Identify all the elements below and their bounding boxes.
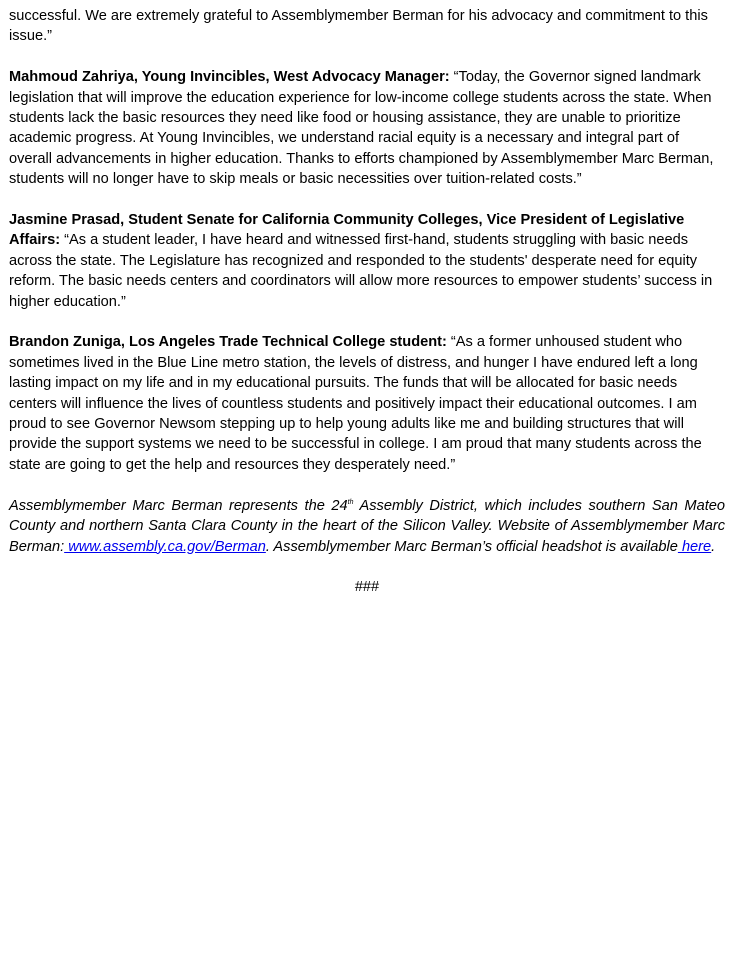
ordinal-superscript: th xyxy=(347,498,354,506)
bio-text: . Assemblymember Marc Berman’s official headshot is available xyxy=(265,538,678,555)
quote-paragraph xyxy=(9,332,725,475)
quote-speaker: Brandon Zuniga, Los Angeles Trade Technical College student: xyxy=(9,334,447,351)
quote-paragraph xyxy=(9,67,725,189)
intro-tail-paragraph: successful. We are extremely grateful to Assemblymember Berman for his advocacy and commitment to this issue.” xyxy=(9,8,708,45)
bio-text: . xyxy=(711,538,716,555)
bio-text: Assembly District, which includes southern San Mateo County and northern Santa Clara County in the heart of the Silicon Valley. Website of Assemblymember Marc Berman: xyxy=(9,497,725,555)
bio-paragraph xyxy=(9,496,725,557)
quote-paragraph xyxy=(9,210,725,312)
quote-text: “Today, the Governor signed landmark legislation that will improve the education experience for low-income college students across the state. When students lack the basic resources they need like food or housing assistance, they are unable to prioritize academic progress. At Young Invincibles, we understand racial equity is a necessary and integral part of overall advancements in higher education. Thanks to efforts championed by Assemblymember Marc Berman, students will no longer have to skip meals or basic necessities over tuition-related costs.” xyxy=(9,69,714,188)
bio-text: Assemblymember Marc Berman represents the 24 xyxy=(9,497,348,514)
quote-speaker: Mahmoud Zahriya, Young Invincibles, West Advocacy Manager: xyxy=(9,69,450,86)
website-link[interactable]: www.assembly.ca.gov/Berman xyxy=(64,538,266,555)
document-page xyxy=(9,6,725,612)
headshot-link[interactable]: here xyxy=(677,538,712,555)
quote-text: “As a former unhoused student who sometimes lived in the Blue Line metro station, the levels of distress, and hunger I have endured left a long lasting impact on my life and in my educational pursuits. The funds that will be allocated for basic needs centers will influence the lives of countless students and positively impact their educational outcomes. I am proud to see Governor Newsom stepping up to help young adults like me and building structures that will provide the support systems we need to be successful in college. I am proud that many students across the state are going to get the help and resources they desperately need.” xyxy=(9,334,702,473)
quote-speaker: Jasmine Prasad, Student Senate for California Community Colleges, Vice President of Legislative Affairs: xyxy=(9,212,685,249)
quote-text: “As a student leader, I have heard and witnessed first-hand, students struggling with basic needs across the state. The Legislature has recognized and responded to the students' desperate need for equity reform. The basic needs centers and coordinators will allow more resources to empower students’ success in higher education.” xyxy=(9,232,713,310)
end-mark: ### xyxy=(354,579,380,596)
